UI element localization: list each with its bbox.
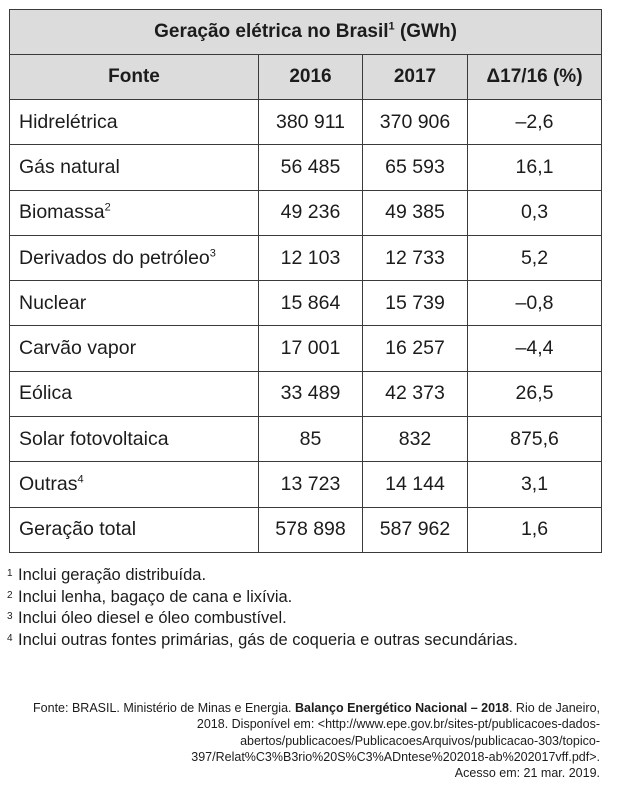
cell-2016: 15 864: [259, 281, 363, 326]
cell-source: Carvão vapor: [10, 326, 259, 371]
header-source: Fonte: [10, 55, 259, 100]
cell-source: Biomassa$^2$: [10, 190, 259, 235]
cell-2017: 65 593: [363, 145, 468, 190]
cell-delta: 875,6: [468, 417, 602, 462]
header-2016: 2016: [259, 55, 363, 100]
cell-2016: 12 103: [259, 235, 363, 280]
cell-2017: 15 739: [363, 281, 468, 326]
cell-2017: 14 144: [363, 462, 468, 507]
cell-delta: 5,2: [468, 235, 602, 280]
table-row: [10, 190, 602, 235]
cell-2016: 17 001: [259, 326, 363, 371]
table-row: [10, 462, 602, 507]
header-2017: 2017: [363, 55, 468, 100]
footnote-4: 4 Inclui outras fontes primárias, gás de coqueria e outras secundárias.: [7, 630, 518, 649]
footnote-3: 3 Inclui óleo diesel e óleo combustível.: [7, 609, 287, 627]
cell-source: Outras$^4$: [10, 462, 259, 507]
energy-table: [9, 9, 602, 553]
cell-delta: –2,6: [468, 100, 602, 145]
table-row: [10, 145, 602, 190]
header-delta: Δ17/16 (%): [468, 55, 602, 100]
cell-source: Geração total: [10, 507, 259, 552]
table-header-row: [10, 55, 602, 100]
cell-source: Nuclear: [10, 281, 259, 326]
cell-2016: 85: [259, 417, 363, 462]
cell-2017: 832: [363, 417, 468, 462]
cell-delta: 26,5: [468, 371, 602, 416]
cell-delta: 0,3: [468, 190, 602, 235]
cell-source: Eólica: [10, 371, 259, 416]
footnote-1: 1 Inclui geração distribuída.: [7, 566, 207, 584]
cell-2016: 56 485: [259, 145, 363, 190]
cell-2016: 380 911: [259, 100, 363, 145]
cell-delta: 16,1: [468, 145, 602, 190]
cell-2017: 12 733: [363, 235, 468, 280]
cell-delta: 3,1: [468, 462, 602, 507]
table-row: [10, 326, 602, 371]
cell-source: Derivados do petróleo$^3$: [10, 235, 259, 280]
cell-2017: 587 962: [363, 507, 468, 552]
cell-2016: 13 723: [259, 462, 363, 507]
table-row: [10, 507, 602, 552]
table-title-row: [10, 10, 602, 55]
cell-2017: 16 257: [363, 326, 468, 371]
footnote-2: 2 Inclui lenha, bagaço de cana e lixívia.: [7, 587, 293, 606]
table-row: [10, 417, 602, 462]
table-title: Geração elétrica no Brasil$^1$ (GWh): [10, 10, 602, 55]
cell-2016: 49 236: [259, 190, 363, 235]
source-citation: Fonte: BRASIL. Ministério de Minas e Energia. Balanço Energético Nacional – 2018. Rio de Janeiro, 2018. Disponível em: <http://www.epe.gov.br/sites-pt/publicacoes-dados-abertos/publicacoes/PublicacoesArquivos/publicacao-303/topico-397/Relat%C3%B3rio%20S%C3%ADntese%202018-ab%202017vff.pdf>. Acesso em: 21 mar. 2019.: [33, 701, 600, 781]
cell-source: Hidrelétrica: [10, 100, 259, 145]
cell-source: Solar fotovoltaica: [10, 417, 259, 462]
cell-delta: –0,8: [468, 281, 602, 326]
cell-2016: 33 489: [259, 371, 363, 416]
cell-delta: 1,6: [468, 507, 602, 552]
cell-2016: 578 898: [259, 507, 363, 552]
table-row: [10, 371, 602, 416]
table-row: [10, 281, 602, 326]
footnotes: [7, 565, 607, 651]
table-row: [10, 100, 602, 145]
cell-2017: 370 906: [363, 100, 468, 145]
cell-source: Gás natural: [10, 145, 259, 190]
cell-2017: 42 373: [363, 371, 468, 416]
table-row: [10, 235, 602, 280]
cell-2017: 49 385: [363, 190, 468, 235]
cell-delta: –4,4: [468, 326, 602, 371]
